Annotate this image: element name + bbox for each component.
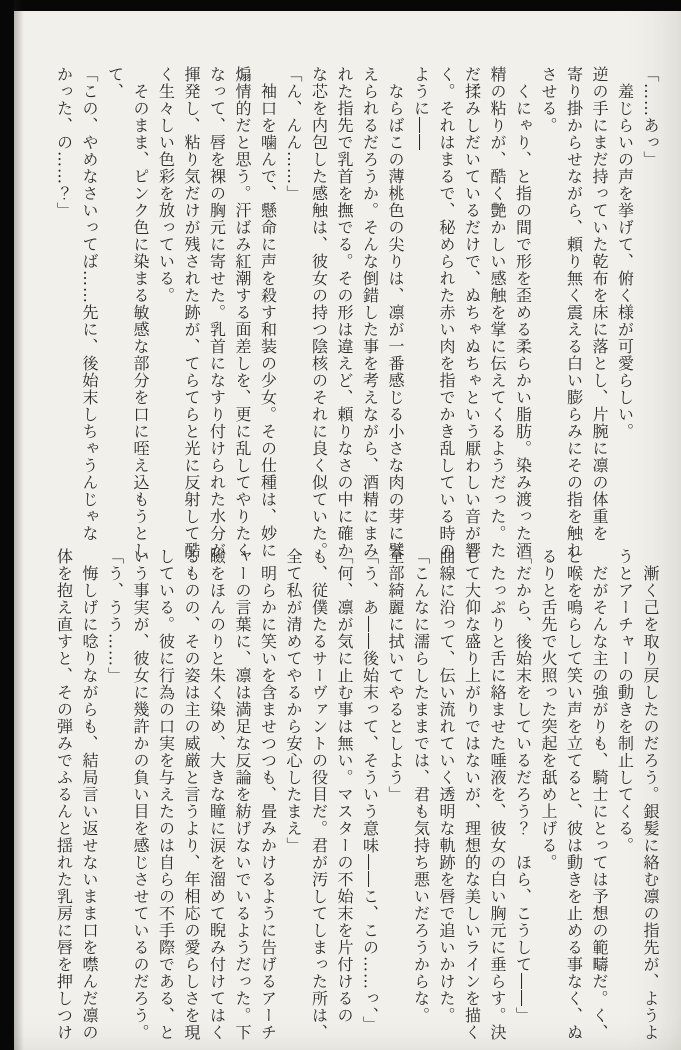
text-line: 漸く己を取り戻したのだろう。銀髪に絡む凛の指先が、ようよ bbox=[641, 565, 660, 1041]
text-line: 逆の手にまだ持っていた乾布を床に落とし、片腕に凛の体重を bbox=[590, 66, 609, 542]
text-line: 悔しげに唸りながらも、結局言い返せないまま口を噤んだ凛の bbox=[80, 565, 99, 1041]
text-line: 揮発し、粘り気だけが残された跡が、てらてらと光に反射して酷 bbox=[182, 66, 201, 559]
text-line: 「……あっ」 bbox=[641, 66, 660, 168]
text-line: 明らかに笑いを含ませつつも、畳みかけるように告げるアーチ bbox=[258, 565, 278, 1041]
scan-edge-left bbox=[0, 0, 14, 1050]
text-line: ように―― bbox=[411, 66, 431, 151]
text-line: な芯を内包した感触は、彼女の持つ陰核のそれに良く似ていた。 bbox=[309, 66, 329, 559]
text-line: 羞じらいの声を挙げて、俯く様が可愛らしい。 bbox=[615, 83, 635, 440]
text-line: 瞼をほんのりと朱く染め、大きな瞳に涙を溜めて睨み付けてはく bbox=[207, 548, 227, 1041]
text-line: なって、唇を裸の胸元に寄せた。乳首になすり付けられた水分が bbox=[207, 66, 227, 559]
text-line: させる。 bbox=[539, 66, 558, 134]
text-line: たっぷりと舌に絡ませた唾液を、彼女の白い胸元に垂らす。決 bbox=[488, 565, 507, 1041]
text-line: て、 bbox=[105, 66, 125, 100]
text-line: 全て私が清めてやるから安心したまえ」 bbox=[284, 548, 303, 854]
text-line: 曲線に沿って、伝い流れていく透明な軌跡を唇で追いかけた。 bbox=[437, 548, 456, 1024]
text-line: 「ん、んん……」 bbox=[284, 66, 303, 202]
text-line: と喉を鳴らして笑い声を立てると、彼は動きを止める事なく、ぬ bbox=[564, 548, 584, 1041]
text-line: ならばこの薄桃色の尖りは、凛が一番感じる小さな肉の芽に譬 bbox=[386, 83, 405, 559]
text-line: く生々しい色彩を放っている。 bbox=[156, 66, 176, 304]
bottom-text-block bbox=[51, 548, 663, 1041]
text-line: 煽情的だと思う。汗ばみ紅潮する面差しを、更に乱してやりたく bbox=[233, 66, 252, 559]
text-line: いう事実が、彼女に幾許かの負い目を感じさせているのだろう。 bbox=[131, 548, 150, 1041]
text-line: そのまま、ピンク色に染まる敏感な部分を口に咥え込もうとし bbox=[131, 83, 150, 559]
text-line: く。それはまるで、秘められた赤い肉を指でかき乱している時の bbox=[437, 66, 456, 559]
text-line: 「う、うう……」 bbox=[105, 548, 125, 684]
text-line: 「何、凛が気に止む事は無い。マスターの不始末を片付けるの bbox=[335, 548, 354, 1024]
text-line: 「だから、後始末をしているだろう？ ほら、こうして――」 bbox=[513, 548, 533, 1024]
text-line: 「こんなに濡らしたままでは、君も気持ち悪いだろうからな。 bbox=[411, 548, 431, 1024]
text-line: 袖口を噛んで、懸命に声を殺す和装の少女。その仕種は、妙に bbox=[258, 83, 278, 559]
text-line: えられるだろうか。そんな倒錯した事を考えながら、酒精にまみ bbox=[360, 66, 380, 559]
scan-edge-top bbox=[0, 0, 681, 11]
text-line: だ揉みしだいているだけで、ぬちゃぬちゃという厭わしい音が響 bbox=[462, 66, 482, 559]
text-line: 精の粘りが、酷く艶かしい感触を掌に伝えてくるようだった。た bbox=[488, 66, 507, 559]
text-line: 寄り掛からせながら、頼り無く震える白い膨らみにその指を触れ bbox=[564, 66, 584, 559]
text-line: だがそんな主の強がりも、騎士にとっては予想の範疇だ。く、 bbox=[590, 565, 609, 1041]
text-line: ャーの言葉に、凛は満足な反論を紡げないでいるようだった。下 bbox=[233, 548, 252, 1041]
text-line: 「う、あ――後始末って、そういう意味――こ、この……っ、」 bbox=[360, 548, 380, 1033]
top-text-block bbox=[51, 66, 663, 559]
text-line: も、従僕たるサーヴァントの役目だ。君が汚してしまった所は、 bbox=[309, 548, 329, 1041]
text-line: くにゃり、と指の間で形を歪める柔らかい脂肪。染み渡った酒 bbox=[513, 83, 533, 559]
text-line: かった、の……？」 bbox=[54, 66, 74, 219]
text-line: して大仰な盛り上がりではないが、理想的な美しいラインを描く bbox=[462, 548, 482, 1041]
text-line: れた指先で乳首を撫でる。その形は違えど、頼りなさの中に確か bbox=[335, 66, 354, 559]
text-line: うとアーチャーの動きを制止してくる。 bbox=[615, 548, 635, 854]
text-line: 全部綺麗に拭いてやるとしよう」 bbox=[386, 548, 405, 803]
text-line: るものの、その姿は主の威厳と言うより、年相応の愛らしさを現 bbox=[182, 548, 201, 1041]
text-line: るりと舌先で火照った突起を舐め上げる。 bbox=[539, 548, 558, 871]
text-line: 体を抱え直すと、その弾みでふるんと揺れた乳房に唇を押しつけ bbox=[54, 548, 74, 1041]
text-line: 「この、やめなさいってば……先に、後始末しちゃうんじゃな bbox=[80, 66, 99, 542]
text-line: している。彼に行為の口実を与えたのは自らの不手際である、と bbox=[156, 548, 176, 1041]
